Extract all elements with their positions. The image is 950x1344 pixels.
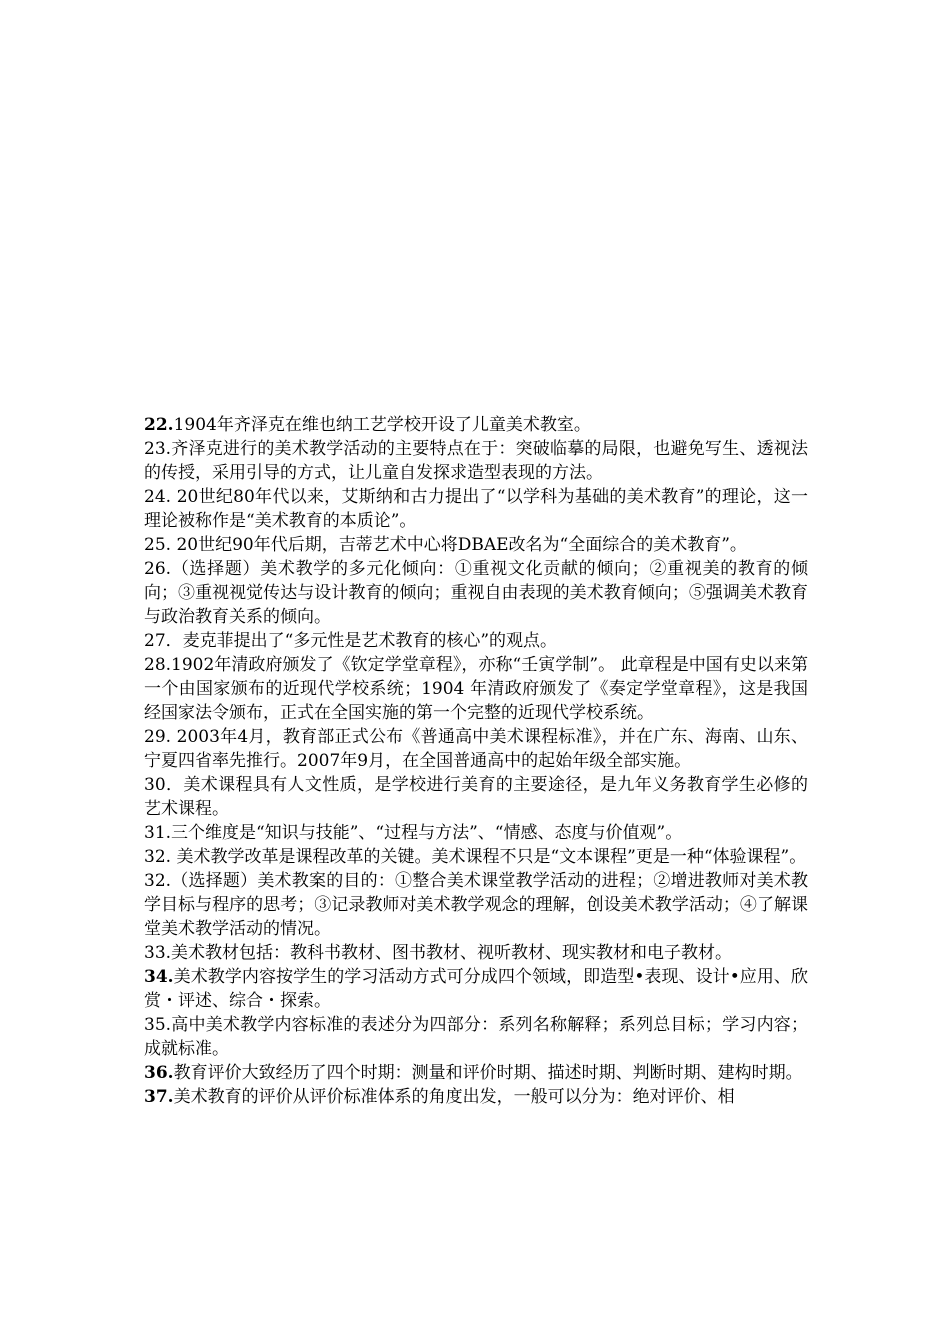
document-body <box>144 413 808 1109</box>
item-text: 美术教学改革是课程改革的关键。美术课程不只是“文本课程”更是一种“体验课程”。 <box>176 847 807 867</box>
item-text: 三个维度是“知识与技能”、“过程与方法”、“情感、态度与价值观”。 <box>171 823 683 843</box>
item-text: 教育评价大致经历了四个时期：测量和评价时期、描述时期、判断时期、建构时期。 <box>173 1063 803 1083</box>
list-item <box>144 653 808 725</box>
item-text: 1902年清政府颁发了《钦定学堂章程》，亦称“壬寅学制”。 此章程是中国有史以来第一个由国家颁布的近现代学校系统；1904 年清政府颁发了《奏定学堂章程》，这是我国经国家法令颁布，正式在全国实施的第一个完整的近现代学校系统。 <box>144 655 808 723</box>
list-item <box>144 965 808 1013</box>
list-item <box>144 773 808 821</box>
list-item <box>144 821 808 845</box>
list-item <box>144 845 808 869</box>
list-item <box>144 629 808 653</box>
item-text: 美术教材包括：教科书教材、图书教材、视听教材、现实教材和电子教材。 <box>171 943 733 963</box>
item-number: 33. <box>144 943 172 963</box>
item-text: 2003年4月，教育部正式公布《普通高中美术课程标准》，并在广东、海南、山东、宁夏四省率先推行。2007年9月，在全国普通高中的起始年级全部实施。 <box>144 727 808 771</box>
item-number: 25. <box>144 535 177 555</box>
item-number: 23. <box>144 439 172 459</box>
item-text: 美术教育的评价从评价标准体系的角度出发，一般可以分为：绝对评价、相 <box>173 1087 735 1107</box>
list-item <box>144 413 808 437</box>
item-text: 1904年齐泽克在维也纳工艺学校开设了儿童美术教室。 <box>173 415 591 435</box>
item-number: 27． <box>144 631 183 651</box>
item-text: 20世纪80年代以来，艾斯纳和古力提出了“以学科为基础的美术教育”的理论，这一理论被称作是“美术教育的本质论”。 <box>144 487 808 531</box>
item-text: 麦克菲提出了“多元性是艺术教育的核心”的观点。 <box>182 631 558 651</box>
item-number: 32. <box>144 871 172 891</box>
item-number: 28. <box>144 655 172 675</box>
list-item <box>144 725 808 773</box>
list-item <box>144 557 808 629</box>
list-item <box>144 485 808 533</box>
list-item <box>144 1085 808 1109</box>
list-item <box>144 533 808 557</box>
item-number: 36. <box>144 1063 174 1083</box>
item-text: （选择题）美术教学的多元化倾向：①重视文化贡献的倾向；②重视美的教育的倾向；③重视视觉传达与设计教育的倾向；重视自由表现的美术教育倾向；⑤强调美术教育与政治教育关系的倾向。 <box>144 559 808 627</box>
item-number: 22. <box>144 415 174 435</box>
item-number: 37. <box>144 1087 174 1107</box>
list-item <box>144 437 808 485</box>
item-text: 20世纪90年代后期，吉蒂艺术中心将DBAE改名为“全面综合的美术教育”。 <box>176 535 747 555</box>
list-item <box>144 941 808 965</box>
item-number: 30． <box>144 775 184 795</box>
item-text: （选择题）美术教案的目的：①整合美术课堂教学活动的进程；②增进教师对美术教学目标与程序的思考；③记录教师对美术教学观念的理解，创设美术教学活动；④了解课堂美术教学活动的情况。 <box>144 871 808 939</box>
list-item <box>144 869 808 941</box>
item-number: 26. <box>144 559 172 579</box>
item-text: 美术教学内容按学生的学习活动方式可分成四个领域，即造型•表现、设计•应用、欣赏・评述、综合・探索。 <box>144 967 808 1011</box>
item-text: 齐泽克进行的美术教学活动的主要特点在于：突破临摹的局限，也避免写生、透视法的传授，采用引导的方式，让儿童自发探求造型表现的方法。 <box>144 439 808 483</box>
item-number: 35. <box>144 1015 172 1035</box>
item-number: 31. <box>144 823 172 843</box>
item-number: 24. <box>144 487 177 507</box>
item-text: 高中美术教学内容标准的表述分为四部分：系列名称解释；系列总目标；学习内容；成就标准。 <box>144 1015 808 1059</box>
list-item <box>144 1013 808 1061</box>
item-text: 美术课程具有人文性质，是学校进行美育的主要途径，是九年义务教育学生必修的艺术课程。 <box>144 775 808 819</box>
item-number: 29. <box>144 727 177 747</box>
list-item <box>144 1061 808 1085</box>
item-number: 32. <box>144 847 177 867</box>
item-number: 34. <box>144 967 174 987</box>
